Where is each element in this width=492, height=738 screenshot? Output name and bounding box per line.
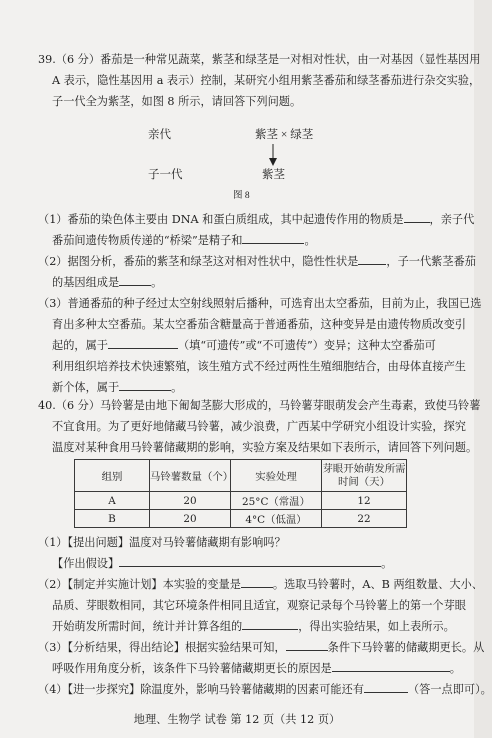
q39-sub3-line4: 利用组织培养技术快速繁殖，该生殖方式不经过两性生殖细胞结合，由母体直接产生 bbox=[52, 360, 466, 373]
offspring-trait-text: 紫茎 bbox=[262, 169, 285, 181]
experiment-table bbox=[74, 459, 407, 528]
q39-sub3-line1: （3）普通番茄的种子经过太空射线照射后播种，可选育出太空番茄，目前为止，我国已选 bbox=[38, 297, 482, 310]
q39-sub2-text-b: ，子一代紫茎番茄 bbox=[386, 255, 476, 268]
q40-sub3-text-b: 条件下马铃薯的储藏期更长。从 bbox=[327, 641, 485, 654]
table-header-cell: 实验处理 bbox=[231, 460, 322, 492]
q39-sub3-line3 bbox=[52, 335, 436, 356]
answer-blank[interactable] bbox=[119, 378, 171, 391]
table-cell: 4°C（低温） bbox=[231, 510, 322, 528]
answer-blank[interactable] bbox=[332, 659, 450, 672]
answer-blank[interactable] bbox=[364, 680, 408, 693]
q40-sub2-text-a: （2）【制定并实施计划】本实验的变量是 bbox=[38, 578, 241, 591]
q40-sub3-text-a: （3）【分析结果，得出结论】根据实验结果可知， bbox=[38, 641, 286, 654]
table-cell: 22 bbox=[322, 510, 407, 528]
q40-line3: 温度对某种食用马铃薯储藏期的影响，实验方案及结果如下表所示，请回答下列问题。 bbox=[52, 441, 478, 454]
table-header-cell bbox=[322, 460, 407, 492]
genetics-cross-diagram bbox=[0, 118, 474, 201]
parent-cross-text: 紫茎 × 绿茎 bbox=[255, 129, 314, 141]
q39-sub1-text-a: （1）番茄的染色体主要由 DNA 和蛋白质组成，其中起遗传作用的物质是 bbox=[38, 213, 404, 226]
table-row bbox=[75, 492, 407, 510]
table-cell: 20 bbox=[150, 510, 231, 528]
answer-blank[interactable] bbox=[358, 252, 386, 265]
q39-line1: 39.（6 分）番茄是一种常见蔬菜，紫茎和绿茎是一对相对性状，由一对基因（显性基因用 bbox=[38, 53, 481, 66]
q40-sub4-text-a: （4）【进一步探究】除温度外，影响马铃薯储藏期的因素可能还有 bbox=[38, 683, 364, 696]
offspring-generation-label: 子一代 bbox=[148, 169, 183, 181]
answer-blank[interactable] bbox=[286, 638, 328, 651]
q39-sub1-text-b: ，亲子代 bbox=[429, 213, 475, 226]
page-footer: 地理、生物学 试卷 第 12 页（共 12 页） bbox=[133, 713, 341, 726]
q39-sub3-text-d: （填“可遗传”或“不可遗传”）变异；这种太空番茄可 bbox=[177, 339, 436, 352]
q40-sub1-line1: （1）【提出问题】温度对马铃薯储藏期有影响吗？ bbox=[38, 536, 286, 549]
table-cell: A bbox=[75, 492, 150, 510]
answer-blank[interactable] bbox=[108, 336, 178, 349]
q39-sub1-text-c: 番茄间遗传物质传递的“桥梁”是精子和 bbox=[52, 234, 243, 247]
q40-sub2-text-b: 。选取马铃薯时，A、B 两组数量、大小、 bbox=[272, 578, 483, 591]
q40-sub3-line1 bbox=[38, 637, 484, 658]
q40-sub1-text-b: 【作出假设】 bbox=[52, 557, 120, 570]
q40-sub2-line3 bbox=[52, 616, 455, 637]
q39-line3: 子一代全为紫茎，如图 8 所示，请回答下列问题。 bbox=[52, 95, 302, 108]
q40-sub3-line2 bbox=[52, 658, 461, 679]
table-header-cell: 马铃薯数量（个） bbox=[150, 460, 231, 492]
table-cell: 12 bbox=[322, 492, 407, 510]
parent-generation-label: 亲代 bbox=[148, 129, 171, 141]
q39-sub2-text-c: 的基因组成是 bbox=[52, 276, 120, 289]
q40-line2: 不宜食用。为了更好地储藏马铃薯，减少浪费，广西某中学研究小组设计实验，探究 bbox=[52, 420, 466, 433]
table-header-cell: 组别 bbox=[75, 460, 150, 492]
q39-sub3-line2: 育出多种太空番茄。某太空番茄含糖量高于普通番茄，这种变异是由遗传物质改变引 bbox=[52, 318, 466, 331]
q39-line2: A 表示，隐性基因用 a 表示）控制，某研究小组用紫茎番茄和绿茎番茄进行杂交实验， bbox=[52, 74, 481, 87]
q40-sub2-text-d: 开始萌发所需时间，统计并计算各组的 bbox=[52, 620, 243, 633]
table-header-row bbox=[75, 460, 407, 492]
answer-blank[interactable] bbox=[241, 575, 273, 588]
header-line: 时间（天） bbox=[338, 475, 390, 488]
q40-sub4-text-b: （答一点即可）。 bbox=[407, 683, 492, 696]
q40-sub2-text-e: ，得出实验结果，如上表所示。 bbox=[298, 620, 455, 633]
table-row bbox=[75, 510, 407, 528]
answer-blank[interactable] bbox=[242, 617, 298, 630]
q39-sub2-line1 bbox=[38, 251, 476, 272]
answer-blank[interactable] bbox=[119, 273, 151, 286]
hypothesis-blank[interactable] bbox=[119, 554, 381, 567]
q39-sub1-line2 bbox=[52, 230, 316, 251]
answer-blank[interactable] bbox=[404, 210, 430, 223]
answer-blank[interactable] bbox=[242, 231, 304, 244]
q39-sub3-text-g: 。 bbox=[171, 381, 183, 394]
q40-sub4-line1 bbox=[38, 679, 492, 700]
q40-line1: 40.（6 分）马铃薯是由地下匍匐茎膨大形成的，马铃薯芽眼萌发会产生毒素，致使马铃薯 bbox=[38, 399, 481, 412]
q39-sub3-text-c: 起的，属于 bbox=[52, 339, 108, 352]
q40-sub3-text-d: 。 bbox=[449, 662, 461, 675]
q39-sub3-text-f: 新个体，属于 bbox=[52, 381, 120, 394]
q39-sub2-text-a: （2）据图分析，番茄的紫茎和绿茎这对相对性状中，隐性性状是 bbox=[38, 255, 359, 268]
q39-sub2-line2 bbox=[52, 272, 162, 293]
down-arrow-icon bbox=[269, 158, 277, 166]
q40-sub2-line1 bbox=[38, 574, 483, 595]
q39-sub2-text-d: 。 bbox=[151, 276, 163, 289]
q40-sub1-line2 bbox=[52, 553, 392, 574]
header-line: 芽眼开始萌发所需 bbox=[322, 462, 406, 475]
q39-sub1-text-d: 。 bbox=[304, 234, 316, 247]
q39-sub1-line1 bbox=[38, 209, 474, 230]
q40-sub1-text-c: 。 bbox=[381, 557, 393, 570]
figure-caption: 图 8 bbox=[233, 191, 250, 201]
table-cell: 20 bbox=[150, 492, 231, 510]
q40-sub3-text-c: 呼吸作用角度分析，该条件下马铃薯储藏期更长的原因是 bbox=[52, 662, 332, 675]
table-cell: 25°C（常温） bbox=[231, 492, 322, 510]
q40-sub2-line2: 品质、芽眼数相同，其它环境条件相同且适宜，观察记录每个马铃薯上的第一个芽眼 bbox=[52, 599, 466, 612]
table-cell: B bbox=[75, 510, 150, 528]
